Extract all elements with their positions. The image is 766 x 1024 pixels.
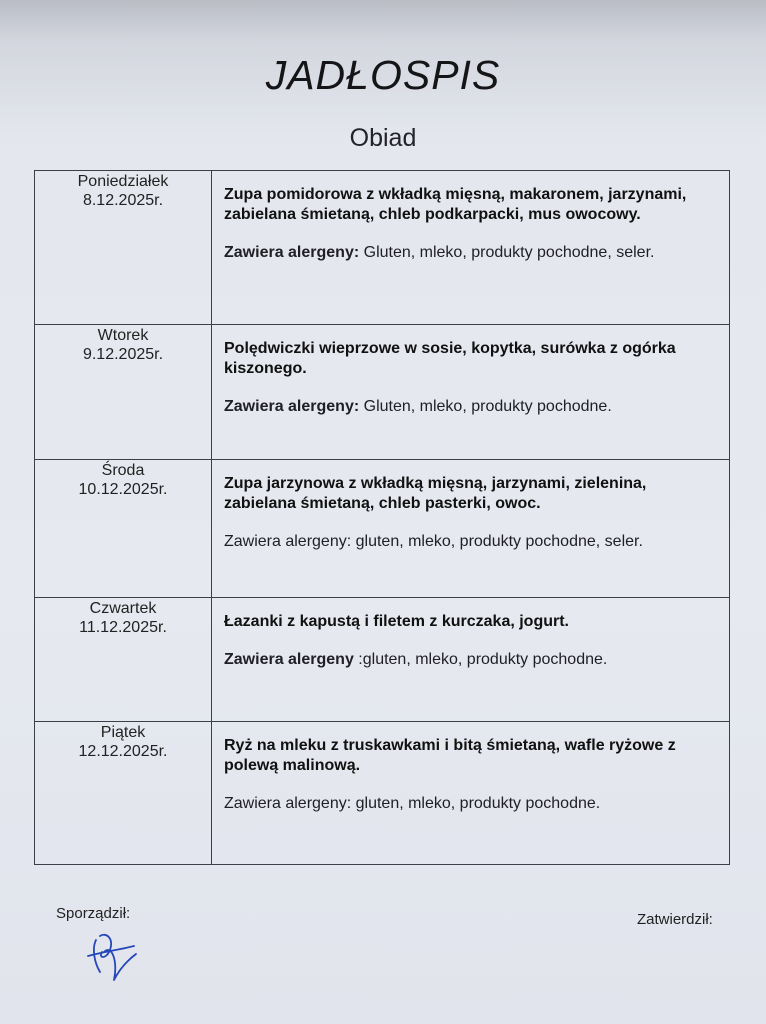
day-date: 8.12.2025r. — [82, 192, 164, 209]
dish-description: Polędwiczki wieprzowe w sosie, kopytka, surówka z ogórka kiszonego. — [224, 340, 676, 377]
dish-description: Zupa pomidorowa z wkładką mięsną, makaronem, jarzynami, zabielana śmietaną, chleb podkarpacki, mus owocowy. — [224, 186, 687, 223]
dish-description: Ryż na mleku z truskawkami i bitą śmietaną, wafle ryżowe z polewą malinową. — [224, 737, 676, 774]
day-name: Piątek — [100, 724, 146, 741]
table-row — [35, 325, 730, 460]
day-date: 9.12.2025r. — [82, 346, 164, 363]
day-cell — [35, 171, 212, 325]
day-name: Wtorek — [97, 327, 149, 344]
day-date: 12.12.2025r. — [78, 743, 168, 760]
dish-cell — [212, 598, 730, 722]
day-date: 11.12.2025r. — [79, 619, 167, 636]
page-title: JADŁOSPIS — [265, 52, 501, 98]
allergen-info — [224, 650, 719, 670]
page-subtitle: Obiad — [349, 124, 417, 152]
dish-cell — [212, 325, 730, 460]
day-date: 10.12.2025r. — [78, 481, 168, 498]
table-row — [35, 460, 730, 598]
day-cell — [35, 722, 212, 865]
day-name: Środa — [101, 462, 145, 479]
dish-cell — [212, 722, 730, 865]
table-row — [35, 722, 730, 865]
dish-description: Zupa jarzynowa z wkładką mięsną, jarzynami, zielenina, zabielana śmietaną, chleb pasterki, owoc. — [224, 475, 647, 512]
allergen-list: Zawiera alergeny: gluten, mleko, produkty pochodne. — [224, 795, 601, 812]
menu-table — [34, 170, 730, 865]
day-name: Poniedziałek — [77, 173, 169, 190]
day-cell — [35, 460, 212, 598]
day-name: Czwartek — [89, 600, 157, 617]
allergen-info — [224, 532, 719, 552]
allergen-list: :gluten, mleko, produkty pochodne. — [353, 651, 608, 668]
allergen-label: Zawiera alergeny: — [224, 398, 360, 415]
allergen-label: Zawiera alergeny: — [224, 244, 360, 261]
allergen-list: Zawiera alergeny: gluten, mleko, produkty pochodne, seler. — [224, 533, 643, 550]
allergen-info — [224, 794, 719, 814]
table-row — [35, 171, 730, 325]
table-row — [35, 598, 730, 722]
dish-description: Łazanki z kapustą i filetem z kurczaka, jogurt. — [224, 613, 569, 630]
allergen-list: Gluten, mleko, produkty pochodne, seler. — [359, 244, 655, 261]
handwritten-signature-icon — [84, 922, 144, 992]
day-cell — [35, 325, 212, 460]
dish-cell — [212, 460, 730, 598]
day-cell — [35, 598, 212, 722]
approved-by-label: Zatwierdził: — [637, 911, 713, 928]
allergen-list: Gluten, mleko, produkty pochodne. — [359, 398, 612, 415]
allergen-info — [224, 243, 719, 263]
allergen-info — [224, 397, 719, 417]
prepared-by-label: Sporządził: — [56, 905, 131, 922]
allergen-label: Zawiera alergeny — [224, 651, 354, 668]
dish-cell — [212, 171, 730, 325]
